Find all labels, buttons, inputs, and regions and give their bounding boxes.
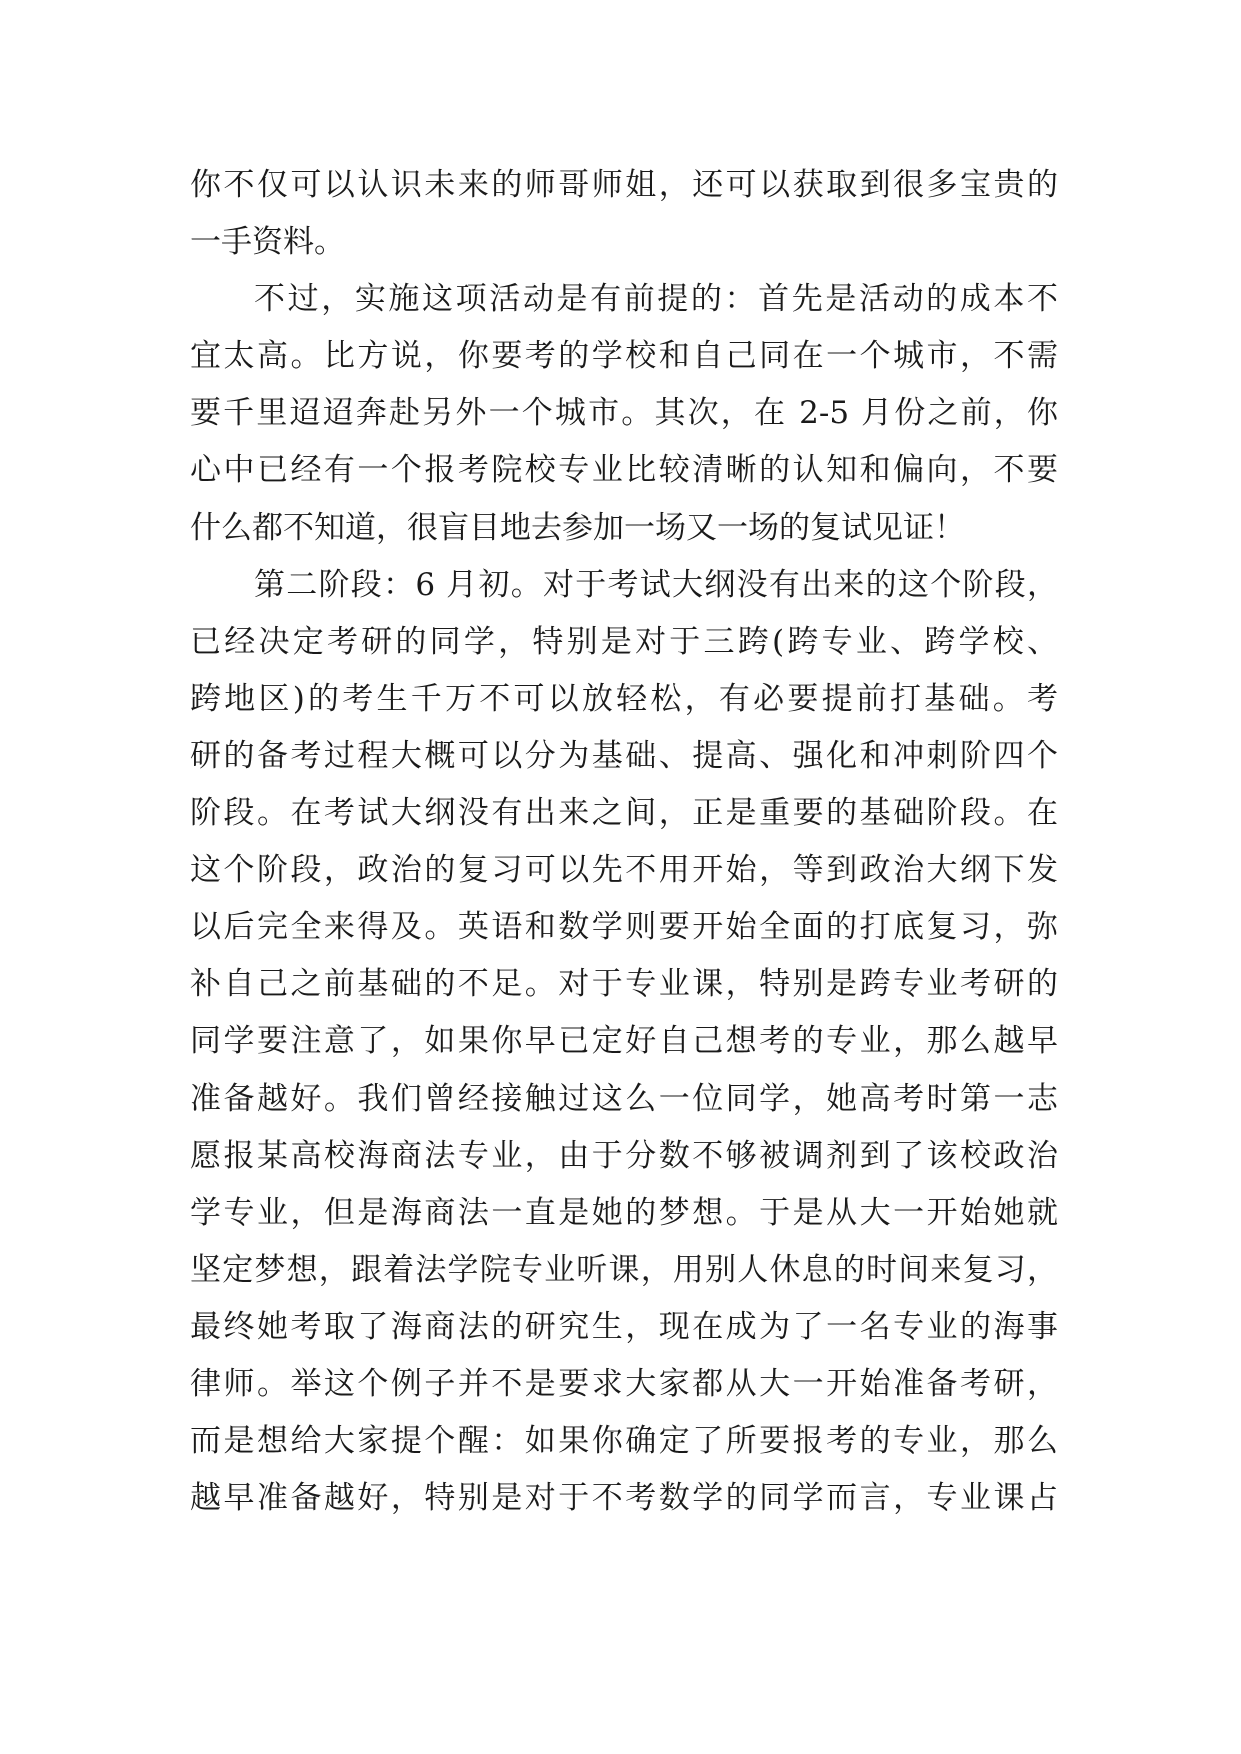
text-line: 跨地区)的考生千万不可以放轻松，有必要提前打基础。考 xyxy=(190,680,1058,717)
document-body xyxy=(190,157,1058,1527)
text-line: 学专业，但是海商法一直是她的梦想。于是从大一开始她就 xyxy=(190,1194,1058,1231)
text-line: 已经决定考研的同学，特别是对于三跨(跨专业、跨学校、 xyxy=(190,623,1058,660)
text-line: 最终她考取了海商法的研究生，现在成为了一名专业的海事 xyxy=(190,1308,1058,1345)
text-line: 这个阶段，政治的复习可以先不用开始，等到政治大纲下发 xyxy=(190,852,1058,889)
paragraph-first-line: 第二阶段：6 月初。对于考试大纲没有出来的这个阶段， xyxy=(254,566,1058,603)
text-line: 阶段。在考试大纲没有出来之间，正是重要的基础阶段。在 xyxy=(190,795,1058,832)
text-line: 坚定梦想，跟着法学院专业听课，用别人休息的时间来复习， xyxy=(190,1251,1058,1288)
text-line: 研的备考过程大概可以分为基础、提高、强化和冲刺阶四个 xyxy=(190,737,1058,774)
text-line: 同学要注意了，如果你早已定好自己想考的专业，那么越早 xyxy=(190,1023,1058,1060)
text-line: 越早准备越好，特别是对于不考数学的同学而言，专业课占 xyxy=(190,1480,1058,1517)
text-line: 你不仅可以认识未来的师哥师姐，还可以获取到很多宝贵的 xyxy=(190,167,1058,203)
text-line: 宜太高。比方说，你要考的学校和自己同在一个城市，不需 xyxy=(190,338,1058,375)
text-line: 要千里迢迢奔赴另外一个城市。其次，在 2-5 月份之前，你 xyxy=(190,395,1058,432)
text-line: 以后完全来得及。英语和数学则要开始全面的打底复习，弥 xyxy=(190,909,1058,946)
text-line: 心中已经有一个报考院校专业比较清晰的认知和偏向，不要 xyxy=(190,452,1058,489)
text-line: 什么都不知道，很盲目地去参加一场又一场的复试见证！ xyxy=(190,509,965,546)
text-line: 一手资料。 xyxy=(190,224,345,261)
text-line: 愿报某高校海商法专业，由于分数不够被调剂到了该校政治 xyxy=(190,1137,1058,1174)
text-line: 准备越好。我们曾经接触过这么一位同学，她高考时第一志 xyxy=(190,1080,1058,1117)
paragraph-first-line: 不过，实施这项活动是有前提的：首先是活动的成本不 xyxy=(254,281,1058,318)
text-line: 而是想给大家提个醒：如果你确定了所要报考的专业，那么 xyxy=(190,1423,1058,1460)
text-line: 律师。举这个例子并不是要求大家都从大一开始准备考研， xyxy=(190,1365,1058,1402)
text-line: 补自己之前基础的不足。对于专业课，特别是跨专业考研的 xyxy=(190,966,1058,1003)
